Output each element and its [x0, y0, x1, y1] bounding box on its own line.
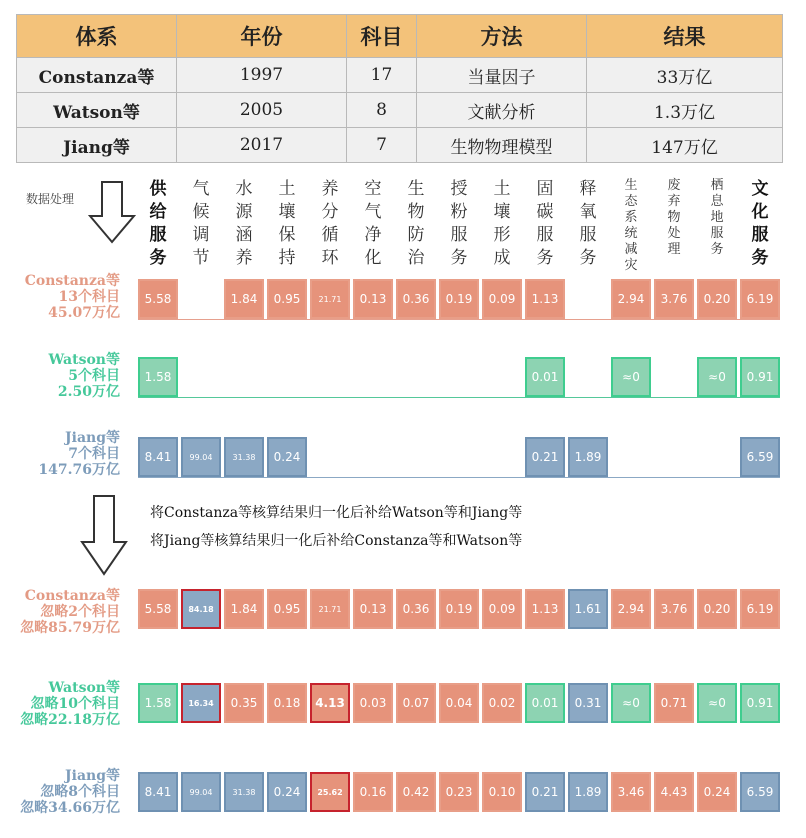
row-label-line: 45.07万亿 — [48, 305, 120, 321]
value-cell: 0.95 — [267, 589, 307, 629]
service-column-header: 土壤保持 — [278, 179, 296, 268]
down-arrow-icon — [80, 494, 128, 576]
value-cell: 0.24 — [267, 437, 307, 477]
summary-table — [16, 14, 783, 163]
value-cell: 0.13 — [353, 279, 393, 319]
subjects-cell: 8 — [347, 93, 417, 128]
system-name: Jiang等 — [17, 128, 177, 163]
service-column-header: 废弃物处理 — [667, 178, 681, 257]
row-label-line: Constanza等 — [24, 588, 120, 604]
header-method: 方法 — [417, 15, 587, 58]
service-column-header: 水源涵养 — [235, 179, 253, 268]
row-label-line: Jiang等 — [65, 768, 120, 784]
value-cell: 6.59 — [740, 437, 780, 477]
value-cell: 8.41 — [138, 772, 178, 812]
row-label-line: Watson等 — [48, 680, 120, 696]
value-cell: 0.24 — [697, 772, 737, 812]
subjects-cell: 17 — [347, 58, 417, 93]
value-cell: 4.43 — [654, 772, 694, 812]
value-cell: 0.71 — [654, 683, 694, 723]
value-cell: 5.58 — [138, 279, 178, 319]
value-cell: 0.01 — [525, 683, 565, 723]
service-column-header: 授粉服务 — [450, 179, 468, 268]
system-name: Constanza等 — [17, 58, 177, 93]
value-cell: 0.31 — [568, 683, 608, 723]
value-cell: 21.71 — [310, 279, 350, 319]
value-cell: 2.94 — [611, 279, 651, 319]
row-label-line: 7个科目 — [68, 446, 120, 462]
step-label: 数据处理 — [26, 192, 75, 206]
row-label — [0, 273, 120, 321]
method-cell: 生物物理模型 — [417, 128, 587, 163]
value-cell: 1.58 — [138, 357, 178, 397]
result-cell: 1.3万亿 — [587, 93, 783, 128]
value-cell: 0.09 — [482, 589, 522, 629]
value-cell: 0.91 — [740, 357, 780, 397]
normalization-note: 将Constanza等核算结果归一化后补给Watson等和Jiang等 — [150, 505, 523, 521]
table-row — [17, 93, 783, 128]
row-label-line: 忽略2个科目 — [40, 604, 120, 620]
value-cell: 0.16 — [353, 772, 393, 812]
value-cell: 1.89 — [568, 772, 608, 812]
value-cell: 21.71 — [310, 589, 350, 629]
row-label — [0, 588, 120, 636]
service-column-header: 土壤形成 — [493, 179, 511, 268]
service-column-header: 生物防治 — [407, 179, 425, 268]
year-cell: 2017 — [177, 128, 347, 163]
value-cell: 5.58 — [138, 589, 178, 629]
value-cell: 3.76 — [654, 589, 694, 629]
value-cell: 31.38 — [224, 772, 264, 812]
row-label-line: Constanza等 — [24, 273, 120, 289]
header-subjects: 科目 — [347, 15, 417, 58]
service-column-header: 生态系统减灾 — [624, 178, 638, 273]
year-cell: 2005 — [177, 93, 347, 128]
value-cell: ≈0 — [611, 357, 651, 397]
service-column-header: 空气净化 — [364, 179, 382, 268]
value-cell: 84.18 — [181, 589, 221, 629]
down-arrow-icon — [88, 180, 136, 244]
value-cell: 0.02 — [482, 683, 522, 723]
value-cell: 0.09 — [482, 279, 522, 319]
value-cell: 0.03 — [353, 683, 393, 723]
row-label — [0, 768, 120, 816]
header-result: 结果 — [587, 15, 783, 58]
value-cell: 2.94 — [611, 589, 651, 629]
value-cell: 0.91 — [740, 683, 780, 723]
value-cell: 0.18 — [267, 683, 307, 723]
value-cell: 25.62 — [310, 772, 350, 812]
value-cell: 1.84 — [224, 589, 264, 629]
value-cell: 0.19 — [439, 589, 479, 629]
row-baseline — [138, 397, 780, 398]
value-cell: 0.19 — [439, 279, 479, 319]
value-cell: 0.24 — [267, 772, 307, 812]
value-cell: 31.38 — [224, 437, 264, 477]
value-cell: 1.61 — [568, 589, 608, 629]
value-cell: 1.13 — [525, 589, 565, 629]
value-cell: 0.23 — [439, 772, 479, 812]
row-label — [0, 352, 120, 400]
value-cell: 6.19 — [740, 279, 780, 319]
service-column-header: 释氧服务 — [579, 179, 597, 268]
row-label-line: 忽略34.66万亿 — [20, 800, 120, 816]
row-label — [0, 680, 120, 728]
row-label-line: Jiang等 — [65, 430, 120, 446]
row-label-line: 忽略22.18万亿 — [20, 712, 120, 728]
value-cell: 3.46 — [611, 772, 651, 812]
method-cell: 当量因子 — [417, 58, 587, 93]
value-cell: 1.89 — [568, 437, 608, 477]
value-cell: 99.04 — [181, 437, 221, 477]
value-cell: 0.10 — [482, 772, 522, 812]
value-cell: ≈0 — [697, 357, 737, 397]
value-cell: 0.35 — [224, 683, 264, 723]
value-cell: 3.76 — [654, 279, 694, 319]
service-column-header: 栖息地服务 — [710, 178, 724, 257]
row-label-line: Watson等 — [48, 352, 120, 368]
row-baseline — [138, 477, 780, 478]
service-column-header: 固碳服务 — [536, 179, 554, 268]
row-label-line: 忽略85.79万亿 — [20, 620, 120, 636]
service-column-header: 文化服务 — [751, 179, 769, 268]
result-cell: 147万亿 — [587, 128, 783, 163]
value-cell: 6.59 — [740, 772, 780, 812]
result-cell: 33万亿 — [587, 58, 783, 93]
header-year: 年份 — [177, 15, 347, 58]
value-cell: 0.01 — [525, 357, 565, 397]
value-cell: 0.13 — [353, 589, 393, 629]
value-cell: 4.13 — [310, 683, 350, 723]
value-cell: 0.21 — [525, 772, 565, 812]
row-label-line: 2.50万亿 — [57, 384, 120, 400]
row-baseline — [138, 319, 780, 320]
value-cell: ≈0 — [697, 683, 737, 723]
value-cell: 0.21 — [525, 437, 565, 477]
value-cell: 0.07 — [396, 683, 436, 723]
value-cell: 6.19 — [740, 589, 780, 629]
header-system: 体系 — [17, 15, 177, 58]
value-cell: 0.42 — [396, 772, 436, 812]
service-column-header: 气候调节 — [192, 179, 210, 268]
row-label-line: 忽略8个科目 — [40, 784, 120, 800]
value-cell: 0.36 — [396, 279, 436, 319]
table-row — [17, 58, 783, 93]
subjects-cell: 7 — [347, 128, 417, 163]
table-row — [17, 128, 783, 163]
value-cell: 1.13 — [525, 279, 565, 319]
row-label — [0, 430, 120, 478]
value-cell: 8.41 — [138, 437, 178, 477]
normalization-note: 将Jiang等核算结果归一化后补给Constanza等和Watson等 — [150, 533, 523, 549]
value-cell: 0.20 — [697, 589, 737, 629]
value-cell: 16.34 — [181, 683, 221, 723]
service-column-header: 供给服务 — [149, 179, 167, 268]
row-label-line: 忽略10个科目 — [30, 696, 120, 712]
value-cell: 1.84 — [224, 279, 264, 319]
row-label-line: 13个科目 — [58, 289, 120, 305]
row-label-line: 147.76万亿 — [38, 462, 120, 478]
row-label-line: 5个科目 — [68, 368, 120, 384]
value-cell: 0.36 — [396, 589, 436, 629]
value-cell: 99.04 — [181, 772, 221, 812]
system-name: Watson等 — [17, 93, 177, 128]
summary-header-row — [17, 15, 783, 58]
value-cell: 0.95 — [267, 279, 307, 319]
service-column-header: 养分循环 — [321, 179, 339, 268]
value-cell: 0.04 — [439, 683, 479, 723]
year-cell: 1997 — [177, 58, 347, 93]
method-cell: 文献分析 — [417, 93, 587, 128]
value-cell: 1.58 — [138, 683, 178, 723]
value-cell: ≈0 — [611, 683, 651, 723]
value-cell: 0.20 — [697, 279, 737, 319]
